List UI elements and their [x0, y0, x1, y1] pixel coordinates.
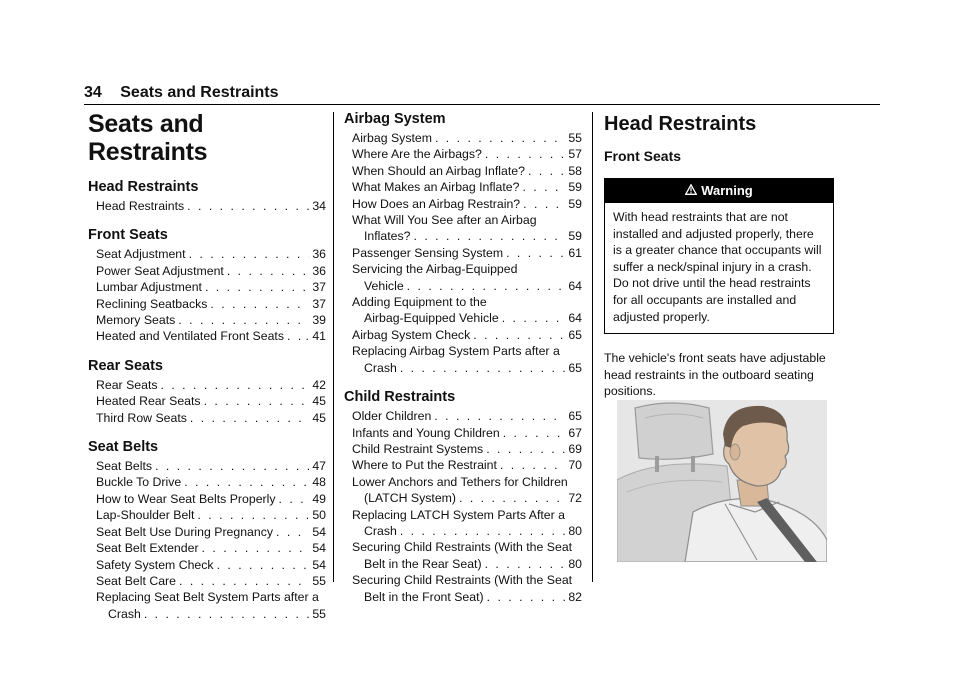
toc-page-number: 80 [568, 556, 582, 571]
toc-entry-text: Replacing Airbag System Parts after a [352, 344, 560, 359]
toc-page-number: 49 [312, 491, 326, 506]
dot-leader [435, 130, 565, 146]
toc-page-number: 65 [568, 327, 582, 342]
toc-entry-text: How to Wear Seat Belts Properly [96, 491, 276, 506]
toc-entry-text: Seat Belt Care [96, 573, 176, 588]
toc-page-number: 59 [568, 196, 582, 211]
toc-page-number: 64 [568, 278, 582, 293]
toc-entry-text: Vehicle [364, 278, 404, 293]
toc-entry-line [352, 360, 582, 376]
column-divider [333, 112, 334, 582]
toc-entry-line [352, 589, 582, 605]
toc-entry [344, 343, 582, 376]
toc-entry-text: How Does an Airbag Restrain? [352, 196, 521, 211]
toc-entry [344, 146, 582, 162]
body-paragraph: The vehicle's front seats have adjustable head restraints in the outboard seating positions. [604, 351, 826, 399]
dot-leader [276, 524, 309, 540]
toc-entry-leader [96, 573, 312, 589]
dot-leader [500, 457, 565, 473]
dot-leader [161, 377, 310, 393]
toc-page-number: 59 [568, 180, 582, 195]
toc-entry-leader [96, 328, 305, 344]
dot-leader [279, 491, 310, 507]
toc-entry-leader [96, 312, 312, 328]
dot-leader [178, 312, 309, 328]
toc-entry [344, 163, 582, 179]
toc-page-number: 65 [568, 409, 582, 424]
toc-entry-text: Seat Belt Extender [96, 541, 199, 556]
toc-entry-text: Lumbar Adjustment [96, 280, 202, 295]
toc-entry-text: Rear Seats [96, 377, 158, 392]
toc-entry-text: Seat Belt Use During Pregnancy [96, 524, 274, 539]
dot-leader [189, 246, 310, 262]
toc-page-number: 55 [312, 606, 326, 621]
toc-entry-text: Securing Child Restraints (With the Seat [352, 540, 573, 555]
toc-entry-leader [352, 441, 568, 457]
subsection-heading: Front Seats [604, 148, 682, 164]
toc-entry-leader [96, 557, 312, 573]
dot-leader [227, 263, 309, 279]
dot-leader [155, 458, 309, 474]
toc-entry-text: (LATCH System) [364, 491, 457, 506]
warning-triangle-icon [685, 183, 697, 198]
toc-entry-text: Lower Anchors and Tethers for Children [352, 474, 568, 489]
dot-leader [204, 393, 310, 409]
toc-entry-leader [364, 360, 568, 376]
toc-entry-leader [364, 228, 568, 244]
toc-entry-leader [352, 196, 568, 212]
toc-entry-text: Where Are the Airbags? [352, 147, 482, 162]
dot-leader [503, 425, 566, 441]
toc-entry-leader [352, 327, 568, 343]
toc-entry [88, 410, 326, 426]
warning-label: Warning [701, 183, 753, 198]
toc-page-number: . 41 [305, 329, 326, 344]
toc-entry [88, 524, 326, 540]
head-restraint-illustration [617, 400, 827, 562]
toc-entry [88, 393, 326, 409]
toc-entry-leader [96, 491, 312, 507]
toc-entry [344, 327, 582, 343]
dot-leader [197, 507, 309, 523]
toc-entry-leader [96, 507, 312, 523]
toc-entry-leader [96, 540, 312, 556]
toc-entry-text: What Will You See after an Airbag [352, 213, 537, 228]
dot-leader [190, 410, 309, 426]
toc-entry-leader [352, 179, 568, 195]
toc-entry-text: Belt in the Front Seat) [364, 589, 484, 604]
toc-page-number: 57 [568, 147, 582, 162]
toc-entry-leader [364, 490, 568, 506]
toc-page-number: 58 [568, 163, 582, 178]
toc-entry-leader [96, 263, 312, 279]
dot-leader [459, 490, 565, 506]
toc-entry-text: Inflates? [364, 229, 411, 244]
dot-leader [144, 606, 310, 622]
dot-leader [407, 278, 566, 294]
toc-entry-text: Airbag System [352, 131, 432, 145]
toc-entry-leader [364, 556, 568, 572]
toc-entry [88, 312, 326, 328]
toc-entry-leader [352, 130, 568, 146]
dot-leader [184, 474, 309, 490]
toc-entry-leader [352, 245, 568, 261]
toc-page-number: 42 [312, 377, 326, 392]
toc-entry-leader [96, 246, 312, 262]
toc-entry [88, 377, 326, 393]
dot-leader [485, 146, 565, 162]
toc-entry [344, 179, 582, 195]
toc-page-number: 61 [568, 245, 582, 260]
toc-entry-line [352, 228, 582, 244]
toc-entry [88, 198, 326, 214]
toc-entry-text: Passenger Sensing System [352, 245, 504, 260]
toc-entry-text: Infants and Young Children [352, 425, 500, 440]
toc-entry-line [352, 490, 582, 506]
toc-page-number: 69 [568, 441, 582, 456]
toc-page-number: 47 [312, 459, 326, 474]
toc-entry-text: Airbag System Check [352, 327, 471, 342]
toc-entry-text: Airbag-Equipped Vehicle [364, 311, 499, 326]
toc-entry-leader [96, 524, 312, 540]
toc-entry-text: What Makes an Airbag Inflate? [352, 180, 520, 195]
toc-page-number: 37 [312, 296, 326, 311]
dot-leader [400, 523, 566, 539]
toc-entry [344, 408, 582, 424]
toc-entry-text: Servicing the Airbag-Equipped [352, 262, 518, 277]
toc-entry-text: Securing Child Restraints (With the Seat [352, 573, 573, 588]
dot-leader [487, 589, 566, 605]
toc-column-2 [344, 110, 582, 605]
toc-section-heading: Airbag System [344, 111, 446, 127]
toc-entry [344, 507, 582, 540]
toc-entry-text: Older Children [352, 409, 432, 424]
toc-entry [88, 474, 326, 490]
toc-entry-leader [96, 198, 312, 214]
toc-entry [344, 130, 582, 146]
warning-header [605, 179, 833, 203]
toc-entry [88, 246, 326, 262]
toc-page-number: 82 [568, 589, 582, 604]
column-divider [592, 112, 593, 582]
toc-entry-text: Heated Rear Seats [96, 394, 201, 409]
toc-entry [344, 261, 582, 294]
toc-page-number: 48 [312, 475, 326, 490]
toc-entry-text: When Should an Airbag Inflate? [352, 163, 525, 178]
toc-entry [344, 196, 582, 212]
toc-entry [344, 294, 582, 327]
toc-entry-text: Heated and Ventilated Front Seats [96, 329, 284, 344]
dot-leader [522, 179, 565, 195]
dot-leader [400, 360, 566, 376]
dot-leader [486, 441, 565, 457]
toc-page-number: 54 [312, 524, 326, 539]
toc-entry [344, 539, 582, 572]
toc-entry-line [352, 523, 582, 539]
dot-leader [485, 556, 566, 572]
running-header [84, 84, 279, 102]
toc-section-heading: Head Restraints [88, 179, 199, 195]
dot-leader [473, 327, 565, 343]
toc-entry-leader [364, 589, 568, 605]
toc-entry-leader [364, 278, 568, 294]
toc-entry-text: Memory Seats [96, 313, 176, 328]
dot-leader [179, 573, 309, 589]
toc-page-number: 80 [568, 523, 582, 538]
toc-page-number: 36 [312, 247, 326, 262]
toc-entry-text: Safety System Check [96, 557, 214, 572]
toc-entry-text: Lap-Shoulder Belt [96, 508, 195, 523]
toc-entry-line [352, 556, 582, 572]
content-column [604, 110, 840, 400]
toc-page-number: 50 [312, 508, 326, 523]
toc-entry [88, 573, 326, 589]
dot-leader [523, 196, 565, 212]
toc-entry-text: Belt in the Rear Seat) [364, 556, 482, 571]
toc-entry-text: Reclining Seatbacks [96, 296, 208, 311]
toc-entry [344, 457, 582, 473]
dot-leader [528, 163, 565, 179]
toc-entry-leader [352, 146, 568, 162]
toc-page-number: 59 [568, 229, 582, 244]
section-heading: Head Restraints [604, 113, 757, 135]
toc-page-number: 37 [312, 280, 326, 295]
toc-page-number: 72 [568, 491, 582, 506]
header-section-title: Seats and Restraints [120, 84, 279, 101]
dot-leader [187, 198, 309, 214]
dot-leader [287, 328, 302, 344]
toc-page-number: 54 [312, 557, 326, 572]
toc-entry-line [352, 310, 582, 326]
toc-entry-text: Adding Equipment to the [352, 295, 487, 310]
toc-entry-text: Seat Belts [96, 459, 153, 474]
toc-column-1 [88, 110, 326, 622]
toc-entry [344, 441, 582, 457]
toc-entry [344, 212, 582, 245]
toc-section-heading: Front Seats [88, 227, 168, 244]
dot-leader [217, 557, 310, 573]
toc-entry-leader [96, 393, 312, 409]
toc-entry [88, 296, 326, 312]
chapter-title: Seats and Restraints [88, 110, 208, 166]
toc-entry [344, 474, 582, 507]
toc-entry-text: Where to Put the Restraint [352, 458, 497, 473]
toc-entry [88, 491, 326, 507]
toc-entry-text: Power Seat Adjustment [96, 263, 224, 278]
toc-entry [88, 540, 326, 556]
toc-page-number: 67 [568, 425, 582, 440]
toc-entry-text: Crash [364, 360, 397, 375]
toc-entry-text: Crash [364, 523, 397, 538]
toc-entry-leader [352, 425, 568, 441]
dot-leader [210, 296, 309, 312]
toc-page-number: 45 [312, 394, 326, 409]
toc-entry-leader [96, 279, 312, 295]
toc-entry [344, 572, 582, 605]
toc-entry-text: Seat Adjustment [96, 247, 186, 262]
toc-entry-leader [96, 458, 312, 474]
toc-entry [88, 557, 326, 573]
toc-section-heading: Rear Seats [88, 357, 163, 374]
toc-page-number: 65 [568, 360, 582, 375]
toc-section-heading: Seat Belts [88, 439, 159, 456]
toc-entry-leader [352, 457, 568, 473]
toc-entry-line [96, 606, 326, 622]
toc-entry [88, 589, 326, 622]
toc-entry-text: Crash [108, 606, 141, 621]
toc-entry-text: Replacing Seat Belt System Parts after a [96, 590, 319, 605]
toc-entry-leader [96, 296, 312, 312]
toc-page-number: 70 [568, 458, 582, 473]
dot-leader [434, 408, 565, 424]
toc-entry-leader [96, 474, 312, 490]
warning-box [604, 178, 834, 334]
toc-page-number: 55 [312, 573, 326, 588]
toc-entry [88, 458, 326, 474]
header-rule [84, 104, 880, 105]
toc-page-number: 36 [312, 263, 326, 278]
toc-entry-text: Child Restraint Systems [352, 441, 484, 456]
toc-entry-leader [364, 310, 568, 326]
toc-entry-leader [96, 410, 312, 426]
toc-entry-text: Buckle To Drive [96, 475, 182, 490]
toc-section-heading: Child Restraints [344, 389, 456, 406]
toc-entry [88, 328, 326, 344]
toc-page-number: 45 [312, 410, 326, 425]
dot-leader [205, 279, 309, 295]
toc-page-number: 34 [312, 199, 326, 213]
toc-entry-leader [364, 523, 568, 539]
toc-entry [344, 425, 582, 441]
page-number: 34 [84, 84, 102, 101]
dot-leader [202, 540, 310, 556]
toc-entry-leader [352, 163, 568, 179]
toc-entry [344, 245, 582, 261]
toc-entry-text: Replacing LATCH System Parts After a [352, 507, 565, 522]
warning-text: With head restraints that are not installed and adjusted properly, there is a greater chance that occupants will suffer a neck/spinal injury in a crash. Do not drive until the head restraints for all occupants are installed and adjusted properly. [613, 210, 822, 324]
toc-entry-leader [96, 377, 312, 393]
toc-entry-line [352, 278, 582, 294]
dot-leader [502, 310, 566, 326]
toc-page-number: 39 [312, 313, 326, 328]
toc-page-number: 55 [568, 131, 582, 145]
toc-entry-leader [108, 606, 312, 622]
toc-entry [88, 279, 326, 295]
toc-entry-text: Third Row Seats [96, 410, 187, 425]
toc-entry-text: Head Restraints [96, 199, 185, 213]
dot-leader [414, 228, 566, 244]
toc-page-number: 54 [312, 541, 326, 556]
toc-page-number: 64 [568, 311, 582, 326]
toc-entry-leader [352, 408, 568, 424]
dot-leader [506, 245, 565, 261]
toc-entry [88, 263, 326, 279]
toc-entry [88, 507, 326, 523]
